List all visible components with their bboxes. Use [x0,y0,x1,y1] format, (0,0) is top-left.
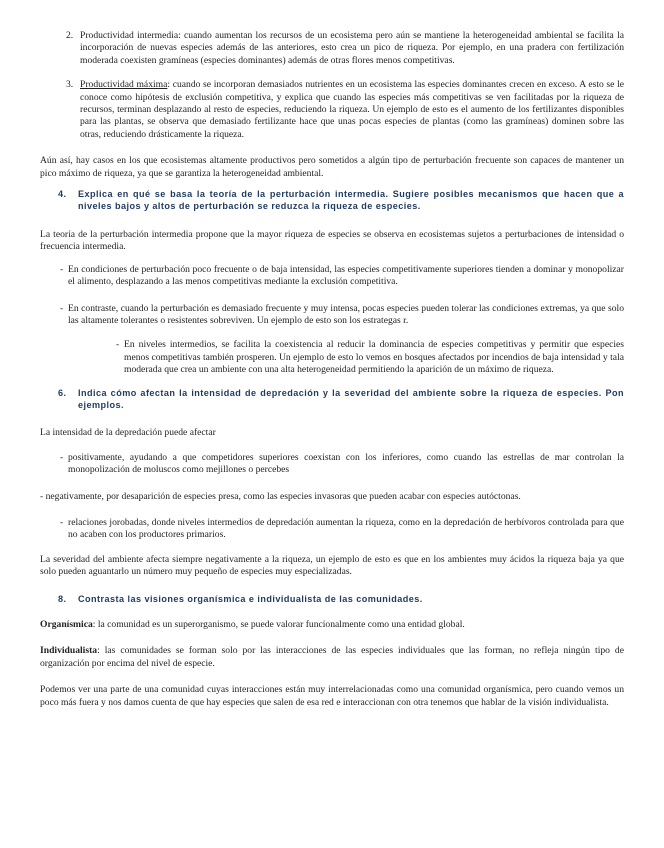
paragraph: La teoría de la perturbación intermedia propone que la mayor riqueza de especies se observa en ecosistemas sujetos a perturbaciones de intensidad o frecuencia intermedia. [40,228,624,253]
list-item-productividad-intermedia [40,30,624,67]
list-item: - En contraste, cuando la perturbación es demasiado frecuente y muy intensa, pocas especies pueden tolerar las condiciones extremas, ya que solo las altamente tolerantes o resistentes sobreviven. Un ejemplo de esto son los estrategas r. [60,302,624,326]
list-number: 2. [66,30,74,41]
question-heading-8: 8. Contrasta las visiones organísmica e individualista de las comunidades. [58,593,423,604]
paragraph: Podemos ver una parte de una comunidad cuyas interacciones están muy interrelacionadas como una comunidad organísmica, pero cuando vemos un poco más fuera y nos damos cuenta de que hay especies que salen de esa red e interaccionan con otra tenemos que hablar de la visión individualista. [40,684,624,708]
paragraph: La intensidad de la depredación puede afectar [40,427,216,439]
list-item: - negativamente, por desaparición de especies presa, como las especies invasoras que pueden acabar con especies autóctonas. [40,490,521,502]
term-underlined: Productividad máxima [80,79,168,91]
list-subitem: - En niveles intermedios, se facilita la coexistencia al reducir la dominancia de especies competitivas y permitir que especies menos competitivas también prosperen. Un ejemplo de esto lo vemos en bosques afectados por incendios de baja intensidad y tala moderada que crea un ambiente con una alta heterogeneidad permitiendo la aparición de un máximo de riqueza. [116,339,624,376]
paragraph: La severidad del ambiente afecta siempre negativamente a la riqueza, un ejemplo de esto es que en los ambientes muy ácidos la riqueza baja ya que solo pueden aguantarlo un número muy pequeño de especies muy especializadas. [40,553,624,578]
list-item: - En condiciones de perturbación poco frecuente o de baja intensidad, las especies competitivamente superiores tienden a dominar y monopolizar el alimento, desplazando a las menos competitivas mediante la exclusión competitiva. [60,263,624,288]
paragraph: Aún así, hay casos en los que ecosistemas altamente productivos pero sometidos a algún tipo de perturbación frecuente son capaces de mantener un pico máximo de riqueza, ya que se garantiza la heterogeneidad ambiental. [40,155,624,179]
term: Productividad intermedia [80,30,179,41]
term-bold: Individualista [40,645,98,657]
list-item-text: Productividad intermedia: cuando aumentan los recursos de un ecosistema pero aún se mantiene la heterogeneidad ambiental se facilita la incorporación de nuevas especies además de las anteriores, esto crea un pico de riqueza. Por ejemplo, en una pradera con fertilización moderada coexisten gramíneas (especies dominantes) además de otras flores menos competitivas. [80,30,624,66]
list-item-text: Productividad máxima: cuando se incorporan demasiados nutrientes en un ecosistema las especies dominantes crecen en exceso. A esto se le conoce como hipótesis de exclusión competitiva, y explica que cuando las especies más competitivas se ven facilitadas por la riqueza de recursos, terminan desplazando al resto de especies, reduciendo la riqueza. Un ejemplo de esto es el aumento de los fertilizantes disponibles para las plantas, se observa que demasiado fertilizante hace que unas pocas especies de plantas (como las gramíneas) dominen sobre las otras, reduciendo drásticamente la riqueza. [80,79,624,140]
list-item: - relaciones jorobadas, donde niveles intermedios de depredación aumentan la riqueza, como en la depredación de herbívoros controlada para que no acaben con los productores primarios. [60,516,624,541]
paragraph-individualista: Individualista: las comunidades se forman solo por las interacciones de las especies individuales que las forman, no refleja ningún tipo de organización por encima del nivel de especie. [40,645,624,669]
question-heading-4: 4. Explica en qué se basa la teoría de la perturbación intermedia. Sugiere posibles mecanismos que hacen que a niveles bajos y altos de perturbación se reduzca la riqueza de especies. [58,189,624,212]
list-item-productividad-maxima [40,79,624,141]
list-item: - positivamente, ayudando a que competidores superiores coexistan con los inferiores, como cuando las estrellas de mar controlan la monopolización de moluscos como mejillones o percebes [60,451,624,476]
paragraph-organismica: Organísmica: la comunidad es un superorganismo, se puede valorar funcionalmente como una entidad global. [40,619,465,630]
question-heading-6: 6. Indica cómo afectan la intensidad de depredación y la severidad del ambiente sobre la riqueza de especies. Pon ejemplos. [58,387,624,410]
term-bold: Organísmica [40,619,93,630]
list-number: 3. [66,79,74,91]
